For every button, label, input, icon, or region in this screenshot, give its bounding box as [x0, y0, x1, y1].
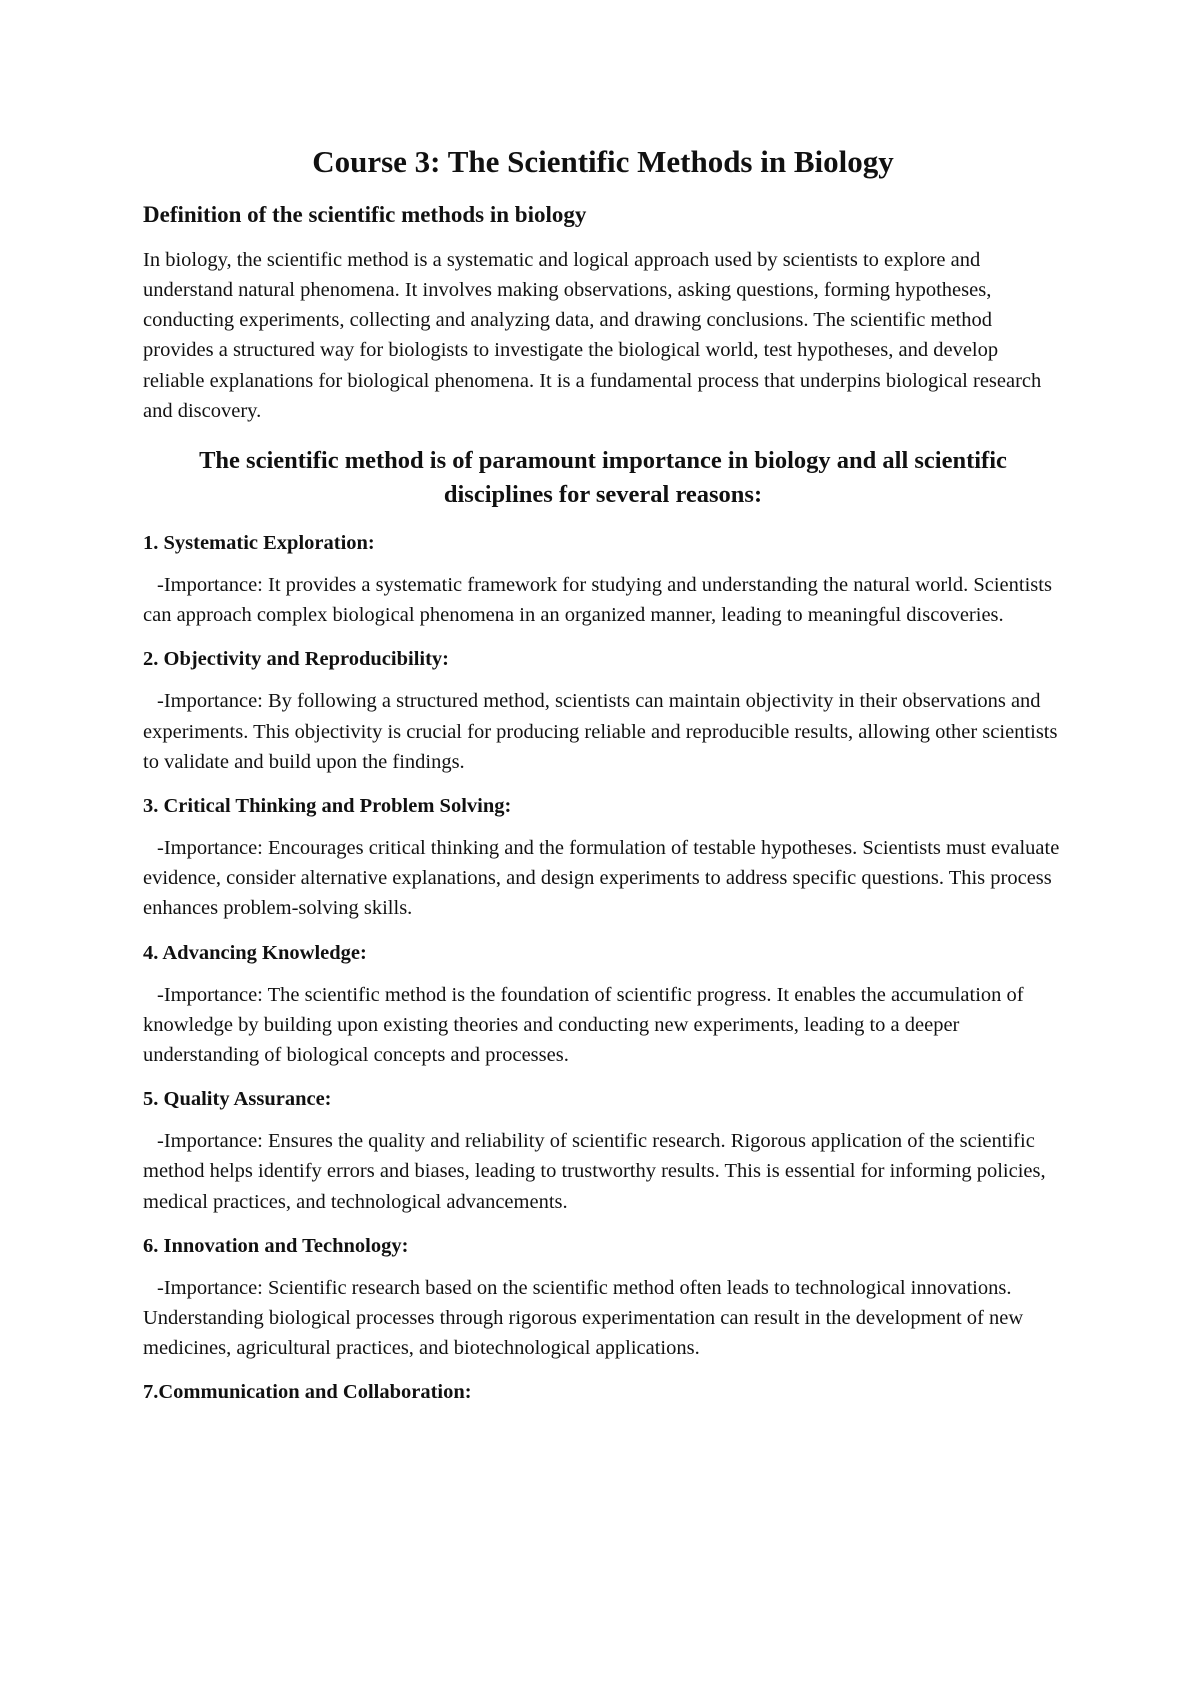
item-5	[143, 1086, 1063, 1217]
item-body	[143, 980, 1063, 1071]
item-heading: 2. Objectivity and Reproducibility:	[143, 648, 449, 671]
item-body	[143, 570, 1063, 630]
item-6	[143, 1233, 1063, 1364]
item-7	[143, 1379, 1063, 1405]
item-body	[143, 1126, 1063, 1217]
item-body	[143, 833, 1063, 924]
item-3	[143, 793, 1063, 924]
document-title: Course 3: The Scientific Methods in Biology	[312, 144, 894, 179]
item-4	[143, 940, 1063, 1071]
item-heading: 1. Systematic Exploration:	[143, 532, 375, 554]
item-heading: 5. Quality Assurance:	[143, 1088, 332, 1111]
item-heading: 7.Communication and Collaboration:	[143, 1381, 472, 1404]
document-content	[143, 143, 1063, 1419]
item-2	[143, 646, 1063, 777]
item-body-text: -Importance: Scientific research based on the scientific method often leads to technological innovations. Understanding biological processes through rigorous experimentation can result in the development of new medicines, agricultural practices, and biotechnological applications.	[143, 1276, 1024, 1360]
item-heading: 4. Advancing Knowledge:	[143, 941, 367, 964]
section-subtitle: Definition of the scientific methods in biology	[143, 202, 587, 228]
item-heading: 3. Critical Thinking and Problem Solving:	[143, 795, 512, 818]
item-body-text: -Importance: It provides a systematic framework for studying and understanding the natural world. Scientists can approach complex biological phenomena in an organized manner, leading to meaningful discoveries.	[143, 574, 1052, 627]
item-body-text: -Importance: The scientific method is the foundation of scientific progress. It enables the accumulation of knowledge by building upon existing theories and conducting new experiments, leading to a deeper understanding of biological concepts and processes.	[143, 983, 1024, 1067]
importance-heading: The scientific method is of paramount importance in biology and all scientific disciplines for several reasons:	[199, 447, 1007, 508]
item-body-text: -Importance: By following a structured method, scientists can maintain objectivity in their observations and experiments. This objectivity is crucial for producing reliable and reproducible results, allowing other scientists to validate and build upon the findings.	[143, 690, 1058, 773]
definition-paragraph: In biology, the scientific method is a systematic and logical approach used by scientists to explore and understand natural phenomena. It involves making observations, asking questions, forming hypotheses, conducting experiments, collecting and analyzing data, and drawing conclusions. The scientific method provides a structured way for biologists to investigate the biological world, test hypotheses, and develop reliable explanations for biological phenomena. It is a fundamental process that underpins biological research and discovery.	[143, 248, 1042, 422]
item-body	[143, 686, 1063, 777]
item-heading: 6. Innovation and Technology:	[143, 1234, 409, 1257]
item-body-text: -Importance: Encourages critical thinking and the formulation of testable hypotheses. Scientists must evaluate evidence, consider alternative explanations, and design experiments to address specific questions. This process enhances problem-solving skills.	[143, 837, 1060, 920]
item-1	[143, 530, 1063, 630]
item-body-text: -Importance: Ensures the quality and reliability of scientific research. Rigorous application of the scientific method helps identify errors and biases, leading to trustworthy results. This is essential for informing policies, medical practices, and technological advancements.	[143, 1130, 1046, 1213]
item-body	[143, 1273, 1063, 1364]
